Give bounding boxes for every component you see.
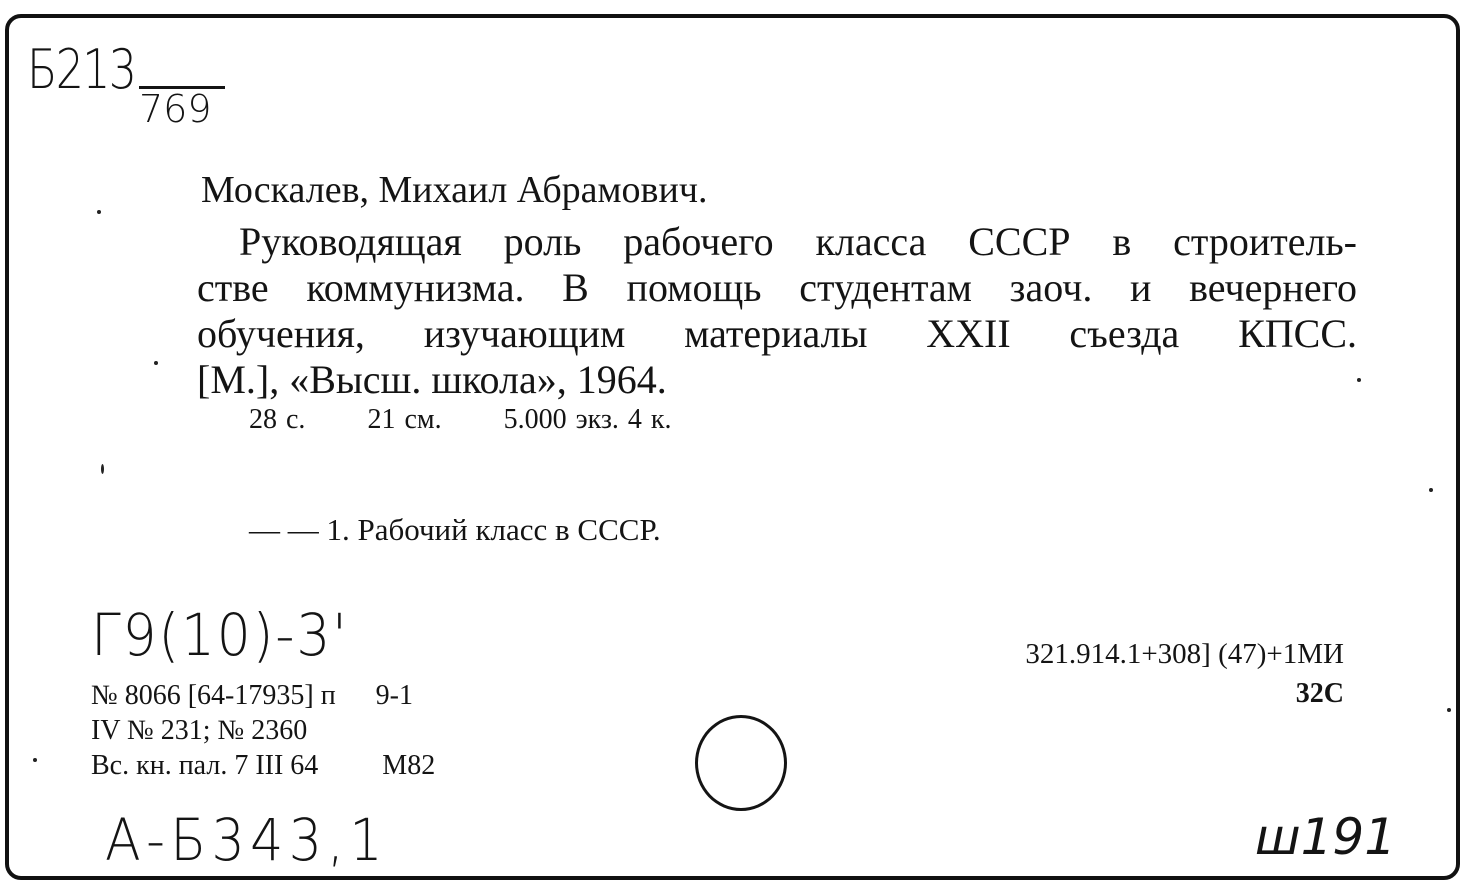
author-heading: Москалев, Михаил Абрамович. xyxy=(201,169,708,211)
print-info-line-2 xyxy=(91,715,307,747)
speck xyxy=(1447,708,1451,712)
speck xyxy=(154,361,158,365)
speck xyxy=(33,758,37,762)
imprint-line: [М.], «Высш. школа», 1964. xyxy=(197,357,667,402)
classification-mark: Г9(10)-3' xyxy=(91,601,349,669)
inventory-number: А-Б343,1 xyxy=(105,806,388,874)
subject-heading: — — 1. Рабочий класс в СССР. xyxy=(249,512,661,547)
title-line-1: Руководящая роль рабочего класса СССР в строитель- xyxy=(239,219,1357,264)
registry-numbers: IV № 231; № 2360 xyxy=(91,715,308,746)
speck xyxy=(97,210,101,214)
speck xyxy=(1357,378,1361,382)
shelf-mark: Б213 xyxy=(27,38,136,101)
print-run-price: 5.000 экз. 4 к. xyxy=(503,404,672,435)
physical-description xyxy=(249,404,672,436)
pages-count: 28 с. xyxy=(249,404,306,435)
chamber-code: М82 xyxy=(382,750,436,781)
print-info-line-3 xyxy=(91,750,435,782)
chamber-date: Вс. кн. пал. 7 III 64 xyxy=(91,750,319,781)
shelf-mark-sub: 769 xyxy=(139,86,225,129)
book-size: 21 см. xyxy=(367,404,442,435)
title-line-2: стве коммунизма. В помощь студентам заоч. и вечернего xyxy=(197,265,1357,310)
title-line-3: обучения, изучающим материалы XXII съезда КПСС. xyxy=(197,311,1357,356)
speck xyxy=(1429,488,1433,492)
handwritten-number: ш191 xyxy=(1254,808,1396,866)
udc-code: 321.914.1+308] (47)+1МИ xyxy=(1025,638,1344,670)
stamp-circle xyxy=(695,715,787,811)
card-code: 32С xyxy=(1295,678,1344,709)
print-index: 9-1 xyxy=(375,680,413,711)
catalog-card xyxy=(5,14,1460,880)
order-number: № 8066 [64-17935] п xyxy=(91,680,336,711)
print-info-line-1 xyxy=(91,680,413,712)
speck xyxy=(101,464,104,474)
